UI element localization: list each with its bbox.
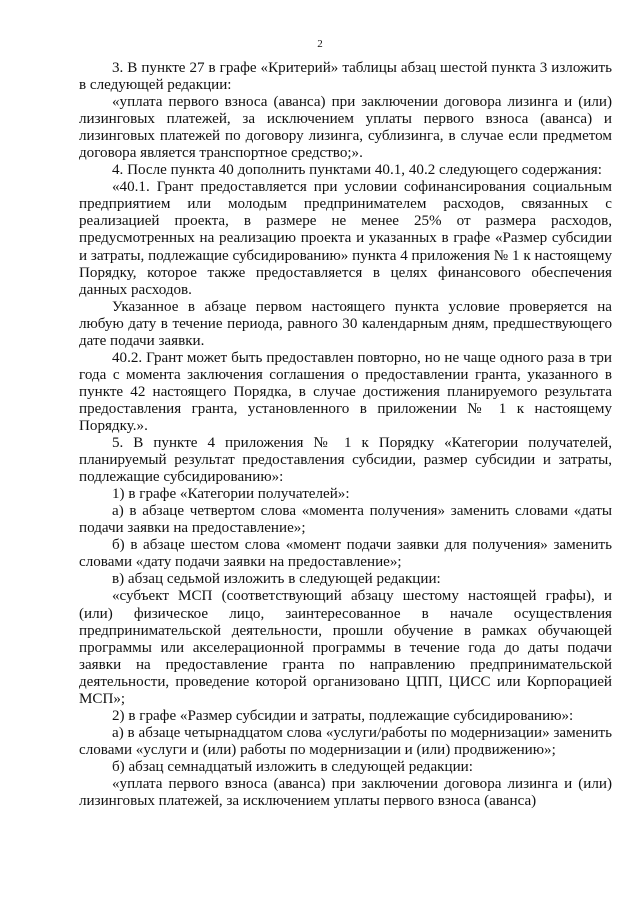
subitem-1-a: а) в абзаце четвертом слова «момента получения» заменить словами «даты подачи заявки на предоставление»; xyxy=(79,503,612,537)
subitem-1: 1) в графе «Категории получателей»: xyxy=(112,486,350,503)
paragraph-item-3: 3. В пункте 27 в графе «Критерий» таблицы абзац шестой пункта 3 изложить в следующей редакции: xyxy=(79,60,612,94)
paragraph-item-5: 5. В пункте 4 приложения № 1 к Порядку «Категории получателей, планируемый результат предоставления субсидии, размер субсидии и затраты, подлежащие субсидированию»: xyxy=(79,435,612,486)
paragraph-item-4: 4. После пункта 40 дополнить пунктами 40.1, 40.2 следующего содержания: xyxy=(112,162,602,179)
clause-40-1: «40.1. Грант предоставляется при условии софинансирования социальным предприятием или молодым предпринимателем расходов, связанных с реализацией проекта, в размере не менее 25% от размера расходов, предусмотренных на реализацию проекта и указанных в графе «Размер субсидии и затраты, подлежащие субсидированию» пункта 4 приложения № 1 к настоящему Порядку, которое также предоставляется в целях финансового обеспечения данных расходов. xyxy=(79,179,612,298)
subitem-2: 2) в графе «Размер субсидии и затраты, подлежащие субсидированию»: xyxy=(112,707,574,724)
quoted-text-lizing-payment-continued: «уплата первого взноса (аванса) при заключении договора лизинга и (или) лизинговых платежей, за исключением уплаты первого взноса (аванса) xyxy=(79,775,612,810)
document-body xyxy=(79,60,612,810)
clause-40-2: 40.2. Грант может быть предоставлен повторно, но не чаще одного раза в три года с момента заключения соглашения о предоставлении гранта, указанного в пункте 42 настоящего Порядка, в случае достижения планируемого результата предоставления гранта, установленного в приложении № 1 к настоящему Порядку.». xyxy=(79,349,612,434)
subitem-2-a: а) в абзаце четырнадцатом слова «услуги/работы по модернизации» заменить словами «услуги и (или) работы по модернизации и (или) продвижению»; xyxy=(79,724,612,758)
quoted-text-lizing-payment: «уплата первого взноса (аванса) при заключении договора лизинга и (или) лизинговых платежей, за исключением уплаты первого взноса (аванса) и лизинговых платежей по договору лизинга, сублизинга, в случае если предметом договора является транспортное средство;». xyxy=(79,94,612,162)
page-number: 2 xyxy=(317,38,323,50)
clause-40-1-condition: Указанное в абзаце первом настоящего пункта условие проверяется на любую дату в течение периода, равного 30 календарным дням, предшествующего дате подачи заявки. xyxy=(79,298,612,349)
subitem-1-b: б) в абзаце шестом слова «момент подачи заявки для получения» заменить словами «дату подачи заявки на предоставление»; xyxy=(79,537,612,571)
subitem-1-v: в) абзац седьмой изложить в следующей редакции: xyxy=(112,571,441,588)
subitem-2-b: б) абзац семнадцатый изложить в следующей редакции: xyxy=(112,758,473,775)
quoted-text-msp-subject: «субъект МСП (соответствующий абзацу шестому настоящей графы), и (или) физическое лицо, заинтересованное в начале осуществления предпринимательской деятельности, прошли обучение в рамках обучающей программы или акселерационной программы в течение года до даты подачи заявки на предоставление гранта по направлению предпринимательской деятельности, проведение которой организовано ЦПП, ЦИСС или Корпорацией МСП»; xyxy=(79,588,612,707)
